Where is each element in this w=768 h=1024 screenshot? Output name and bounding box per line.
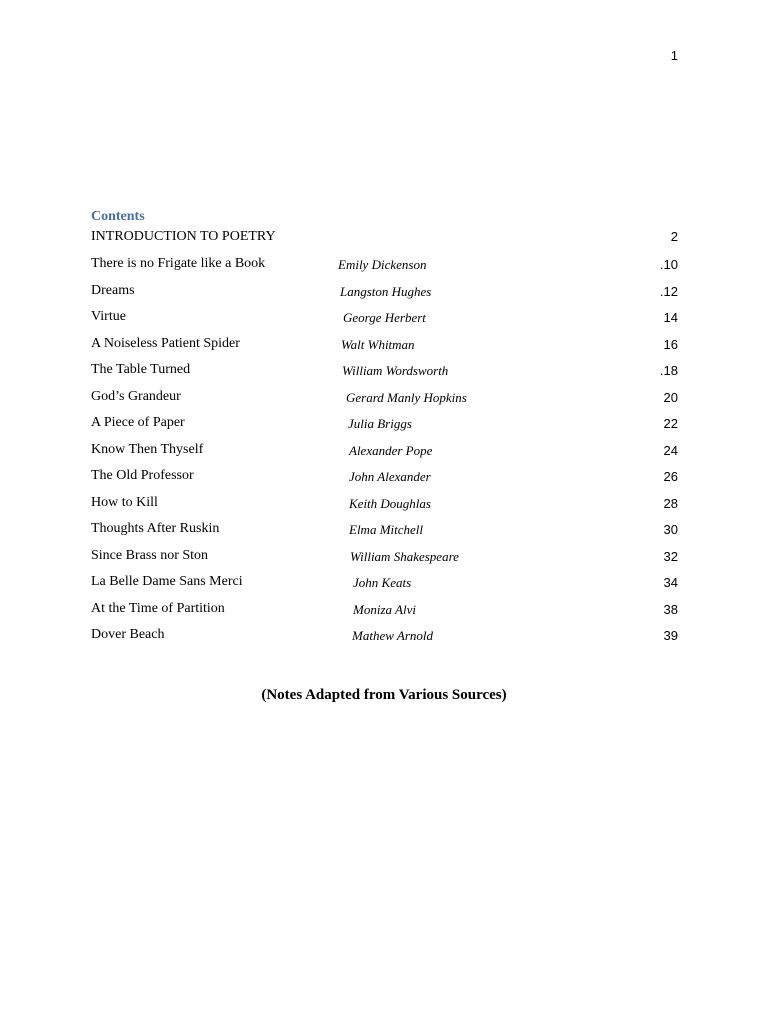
toc-intro-page: 2 [670,229,678,244]
toc-entry-author: Keith Doughlas [349,495,431,511]
toc-entry-title: A Piece of Paper [91,415,185,430]
toc-intro-title: INTRODUCTION TO POETRY [91,229,276,244]
toc-entry-title: Thoughts After Ruskin [91,521,220,536]
toc-entry-title: Dreams [91,282,135,298]
toc-entry-page: .10 [659,257,678,272]
toc-entry-title: At the Time of Partition [91,600,225,616]
toc-entry [91,415,678,442]
toc-entry [91,283,678,310]
page-number: 1 [670,48,678,63]
toc-entry-page: 24 [663,442,678,458]
contents-heading: Contents [91,209,145,224]
toc-entry-title: God’s Grandeur [91,388,181,404]
toc-entry-author: George Herbert [343,310,426,325]
toc-entry-title: Dover Beach [91,627,165,642]
toc-entry-author: Elma Mitchell [349,522,424,537]
toc-entry-author: Moniza Alvi [353,601,416,617]
toc-entry [91,548,678,575]
toc-entry-title: La Belle Dame Sans Merci [91,574,243,589]
toc-list [91,256,678,654]
toc-intro-row [91,229,678,247]
toc-entry-author: John Alexander [349,469,431,484]
toc-entry-title: Since Brass nor Ston [91,547,209,563]
toc-entry [91,362,678,389]
toc-entry-author: Gerard Manly Hopkins [346,389,467,405]
toc-entry [91,627,678,654]
toc-entry [91,495,678,522]
toc-entry-page: 26 [663,469,678,484]
toc-entry-title: The Old Professor [91,468,194,483]
toc-entry-author: Alexander Pope [349,442,433,458]
footer-note: (Notes Adapted from Various Sources) [261,687,507,703]
toc-entry [91,336,678,363]
toc-entry-page: 38 [663,601,678,617]
toc-entry-page: 32 [663,548,678,564]
toc-entry [91,574,678,601]
toc-entry-page: 30 [663,522,678,537]
toc-entry-title: How to Kill [91,494,158,510]
toc-entry-page: 39 [663,628,678,643]
toc-entry [91,389,678,416]
toc-entry-page: 34 [663,575,678,590]
toc-entry-author: William Wordsworth [342,363,449,378]
toc-entry-author: Emily Dickenson [338,257,427,272]
toc-entry [91,256,678,283]
toc-entry-author: Julia Briggs [348,416,412,431]
toc-entry [91,468,678,495]
toc-entry-author: John Keats [353,575,412,590]
toc-entry-title: Know Then Thyself [91,441,204,457]
toc-entry-title: A Noiseless Patient Spider [91,335,240,351]
toc-entry-page: 20 [663,389,678,405]
toc-entry [91,521,678,548]
toc-entry-author: William Shakespeare [350,548,459,564]
toc-entry-page: 14 [663,310,678,325]
toc-entry-page: 28 [663,495,678,511]
toc-entry-author: Walt Whitman [341,336,415,352]
toc-entry-page: .12 [659,283,678,299]
toc-entry-title: The Table Turned [91,362,191,377]
toc-entry-author: Langston Hughes [340,283,432,299]
toc-entry-author: Mathew Arnold [352,628,434,643]
toc-entry-page: 16 [663,336,678,352]
toc-entry-title: Virtue [91,309,126,324]
toc-entry-title: There is no Frigate like a Book [91,256,266,271]
toc-entry-page: .18 [659,363,678,378]
toc-entry [91,601,678,628]
toc-entry [91,309,678,336]
toc-entry-page: 22 [663,416,678,431]
toc-entry [91,442,678,469]
